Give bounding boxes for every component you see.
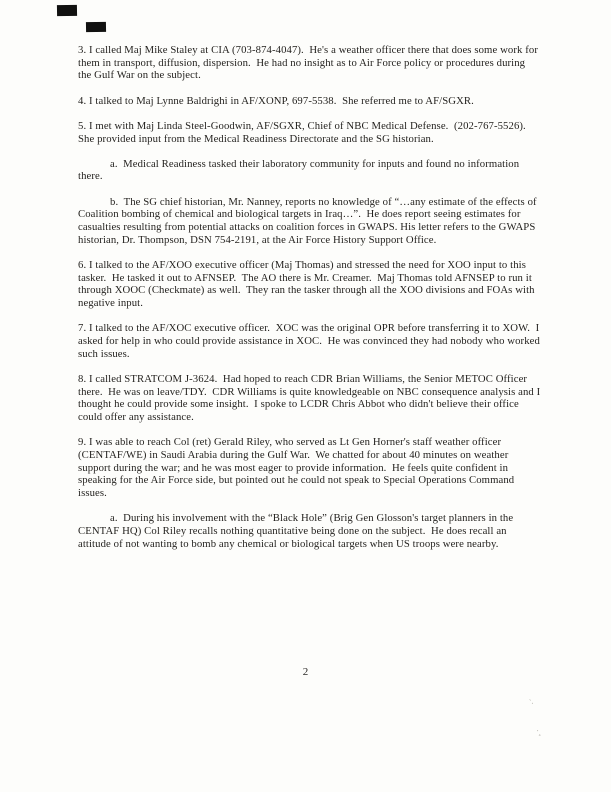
document-body bbox=[78, 44, 544, 563]
page-number: 2 bbox=[302, 666, 309, 678]
paragraph-3: 3. I called Maj Mike Staley at CIA (703-874-4047). He's a weather officer there that does some work for them in transport, diffusion, dispersion. He had no insight as to Air Force policy or procedures during the Gulf War on the subject. bbox=[78, 44, 541, 82]
paragraph-5b: b. The SG chief historian, Mr. Nanney, reports no knowledge of “…any estimate of the effects of Coalition bombing of chemical and biological targets in Iraq…”. He does report seeing estimates for casualties resulting from potential attacks on coalition forces in GWAPS. His letter refers to the GWAPS historian, Dr. Thompson, DSN 754-2191, at the Air Force History Support Office. bbox=[78, 195, 540, 246]
paragraph-7: 7. I talked to the AF/XOC executive officer. XOC was the original OPR before transferring it to XOW. I asked for help in who could provide assistance in XOC. He was convinced they had nobody who worked such issues. bbox=[78, 322, 543, 360]
scan-artifact: ·¸ bbox=[535, 725, 543, 737]
redaction-mark bbox=[57, 5, 77, 16]
paragraph-4: 4. I talked to Maj Lynne Baldrighi in AF/XONP, 697-5538. She referred me to AF/SGXR. bbox=[78, 94, 474, 107]
paragraph-5a: a. Medical Readiness tasked their laboratory community for inputs and found no information there. bbox=[78, 157, 522, 183]
paragraph-9: 9. I was able to reach Col (ret) Gerald Riley, who served as Lt Gen Horner's staff weather officer (CENTAF/WE) in Saudi Arabia during the Gulf War. We chatted for about 40 minutes on weather support during the war; and he was most eager to provide information. He feels quite confident in speaking for the Air Force side, but pointed out he could not speak to Special Operations Command issues. bbox=[78, 436, 518, 499]
paragraph-5: 5. I met with Maj Linda Steel-Goodwin, AF/SGXR, Chief of NBC Medical Defense. (202-767-5526). She provided input from the Medical Readiness Directorate and the SG historian. bbox=[78, 119, 532, 145]
scan-artifact: `· bbox=[527, 697, 535, 709]
redaction-mark bbox=[86, 22, 106, 32]
paragraph-8: 8. I called STRATCOM J-3624. Had hoped to reach CDR Brian Williams, the Senior METOC Officer there. He was on leave/TDY. CDR Williams is quite knowledgeable on NBC consequence analysis and I thought he could provide some insight. I spoke to LCDR Chris Abbot who didn't believe their office could offer any assistance. bbox=[78, 372, 544, 423]
paragraph-9a: a. During his involvement with the “Black Hole” (Brig Gen Glosson's target planners in the CENTAF HQ) Col Riley recalls nothing quantitative being done on the subject. He does recall an attitude of not wanting to bomb any chemical or biological targets when US troops were nearby. bbox=[78, 512, 516, 550]
paragraph-6: 6. I talked to the AF/XOO executive officer (Maj Thomas) and stressed the need for XOO input to this tasker. He tasked it out to AFNSEP. The AO there is Mr. Creamer. Maj Thomas told AFNSEP to run it through XOOC (Checkmate) as well. They ran the tasker through all the XOO divisions and FOAs with negative input. bbox=[78, 258, 538, 310]
